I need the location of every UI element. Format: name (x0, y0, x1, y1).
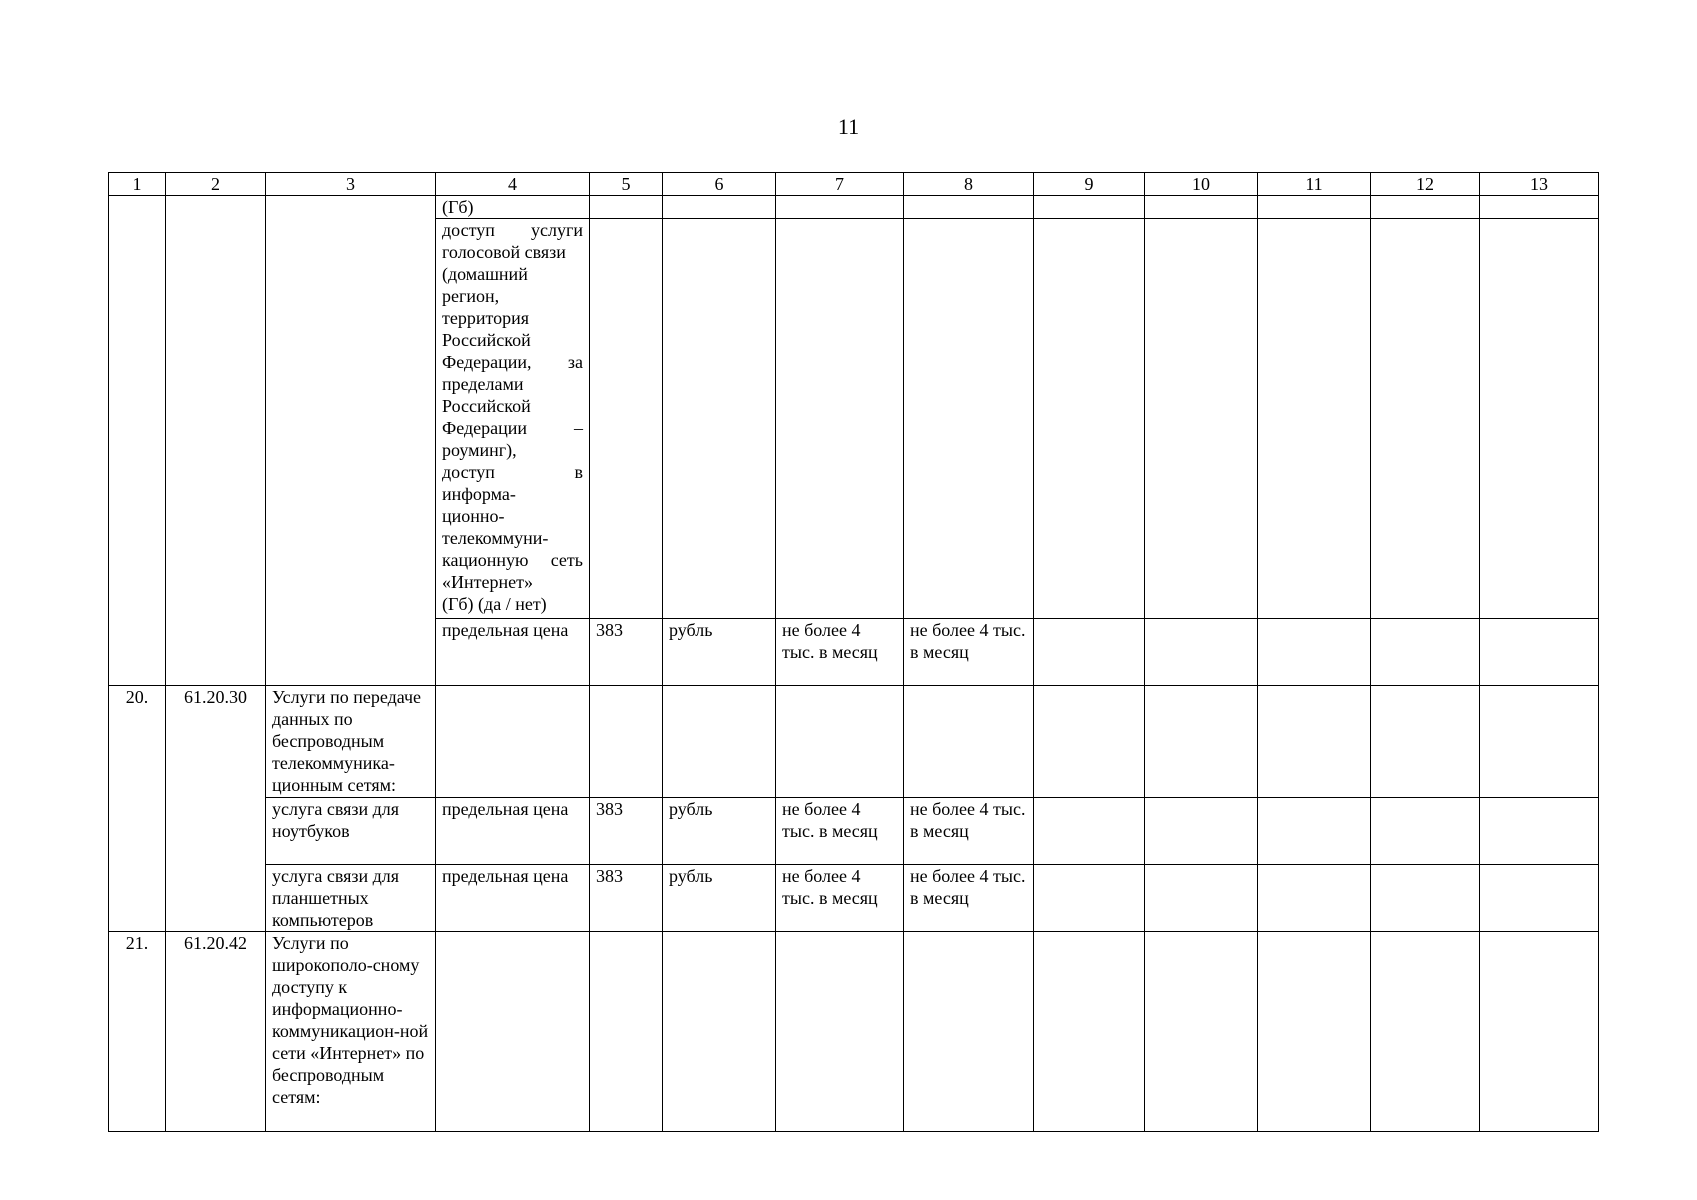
requirements-table (108, 172, 1599, 1132)
item-name-cell: услуга связи для планшетных компьютеров (266, 865, 436, 932)
okpd-code-cell: 61.20.30 (166, 686, 266, 932)
empty-cell (1371, 798, 1480, 865)
unit-code-cell (590, 219, 663, 619)
value-cell: не более 4 тыс. в месяц (904, 619, 1034, 686)
text-line: доступ услуги (442, 220, 583, 240)
unit-code-cell: 383 (590, 798, 663, 865)
empty-cell (1371, 865, 1480, 932)
characteristic-cell: (Гб) (436, 196, 590, 219)
column-number: 7 (776, 173, 904, 196)
characteristic-cell: предельная цена (436, 798, 590, 865)
value-cell (776, 219, 904, 619)
unit-code-cell: 383 (590, 865, 663, 932)
unit-name-cell: рубль (663, 619, 776, 686)
text-line: пределами (442, 374, 524, 394)
unit-code-cell: 383 (590, 619, 663, 686)
text-line: территория (442, 308, 530, 328)
text-line: (домашний (442, 264, 528, 284)
empty-cell (1258, 219, 1371, 619)
empty-cell (1480, 865, 1599, 932)
value-cell: не более 4 тыс. в месяц (776, 865, 904, 932)
empty-cell (1371, 619, 1480, 686)
empty-cell (1480, 798, 1599, 865)
row-number-cell: 21. (109, 932, 166, 1132)
empty-cell (1034, 619, 1145, 686)
column-number: 11 (1258, 173, 1371, 196)
unit-name-cell: рубль (663, 865, 776, 932)
item-name-cell: услуга связи для ноутбуков (266, 798, 436, 865)
value-cell (776, 686, 904, 798)
value-cell (776, 196, 904, 219)
empty-cell (1145, 932, 1258, 1132)
empty-cell (1480, 932, 1599, 1132)
text-line: роуминг), (442, 440, 517, 460)
text-line: Российской (442, 396, 531, 416)
value-cell (904, 932, 1034, 1132)
text-line: (Гб) (да / нет) (442, 594, 547, 614)
okpd-code-cell (166, 196, 266, 686)
item-name-cell: Услуги по передаче данных по беспроводным телекоммуника-ционным сетям: (266, 686, 436, 798)
empty-cell (1145, 619, 1258, 686)
empty-cell (1480, 196, 1599, 219)
unit-name-cell: рубль (663, 798, 776, 865)
column-number: 12 (1371, 173, 1480, 196)
empty-cell (1371, 686, 1480, 798)
text-line: «Интернет» (442, 572, 533, 592)
column-number-row (109, 173, 1599, 196)
empty-cell (1145, 686, 1258, 798)
column-number: 8 (904, 173, 1034, 196)
empty-cell (1258, 798, 1371, 865)
unit-name-cell (663, 932, 776, 1132)
text-line: информа- (442, 484, 516, 504)
okpd-code-cell: 61.20.42 (166, 932, 266, 1132)
empty-cell (1480, 219, 1599, 619)
text-line: регион, (442, 286, 500, 306)
characteristic-cell (436, 686, 590, 798)
value-cell (904, 196, 1034, 219)
value-cell (776, 932, 904, 1132)
characteristic-cell: предельная цена (436, 619, 590, 686)
characteristic-cell (436, 219, 590, 619)
empty-cell (1034, 932, 1145, 1132)
empty-cell (1145, 798, 1258, 865)
empty-cell (1145, 865, 1258, 932)
text-line: телекоммуни- (442, 528, 549, 548)
value-cell: не более 4 тыс. в месяц (776, 619, 904, 686)
empty-cell (1480, 619, 1599, 686)
page-number: 11 (837, 114, 860, 139)
unit-name-cell (663, 219, 776, 619)
unit-code-cell (590, 196, 663, 219)
empty-cell (1034, 865, 1145, 932)
table-row (109, 686, 1599, 798)
empty-cell (1034, 196, 1145, 219)
empty-cell (1258, 865, 1371, 932)
unit-name-cell (663, 686, 776, 798)
unit-code-cell (590, 686, 663, 798)
table-row (109, 932, 1599, 1132)
column-number: 10 (1145, 173, 1258, 196)
empty-cell (1258, 686, 1371, 798)
text-line: Федерации – (442, 418, 583, 438)
text-line: Российской (442, 330, 531, 350)
value-cell: не более 4 тыс. в месяц (904, 798, 1034, 865)
table-row (109, 196, 1599, 219)
empty-cell (1034, 219, 1145, 619)
item-name-cell: Услуги по широкополо-сному доступу к информационно-коммуникацион-ной сети «Интернет» по беспроводным сетям: (266, 932, 436, 1132)
empty-cell (1145, 196, 1258, 219)
row-number-cell: 20. (109, 686, 166, 932)
table-row (109, 865, 1599, 932)
column-number: 1 (109, 173, 166, 196)
column-number: 5 (590, 173, 663, 196)
empty-cell (1258, 932, 1371, 1132)
text-line: голосовой связи (442, 242, 566, 262)
value-cell (904, 686, 1034, 798)
column-number: 3 (266, 173, 436, 196)
value-cell: не более 4 тыс. в месяц (904, 865, 1034, 932)
empty-cell (1034, 686, 1145, 798)
value-cell: не более 4 тыс. в месяц (776, 798, 904, 865)
empty-cell (1371, 219, 1480, 619)
value-cell (904, 219, 1034, 619)
column-number: 2 (166, 173, 266, 196)
column-number: 4 (436, 173, 590, 196)
empty-cell (1145, 219, 1258, 619)
empty-cell (1258, 619, 1371, 686)
table-row (109, 798, 1599, 865)
empty-cell (1480, 686, 1599, 798)
unit-code-cell (590, 932, 663, 1132)
characteristic-cell (436, 932, 590, 1132)
unit-name-cell (663, 196, 776, 219)
column-number: 6 (663, 173, 776, 196)
empty-cell (1371, 932, 1480, 1132)
text-line: кационную сеть (442, 550, 583, 570)
row-number-cell (109, 196, 166, 686)
empty-cell (1034, 798, 1145, 865)
text-line: доступ в (442, 462, 583, 482)
column-number: 9 (1034, 173, 1145, 196)
text-line: Федерации, за (442, 352, 583, 372)
characteristic-cell: предельная цена (436, 865, 590, 932)
empty-cell (1258, 196, 1371, 219)
empty-cell (1371, 196, 1480, 219)
text-line: ционно- (442, 506, 505, 526)
item-name-cell (266, 196, 436, 686)
column-number: 13 (1480, 173, 1599, 196)
